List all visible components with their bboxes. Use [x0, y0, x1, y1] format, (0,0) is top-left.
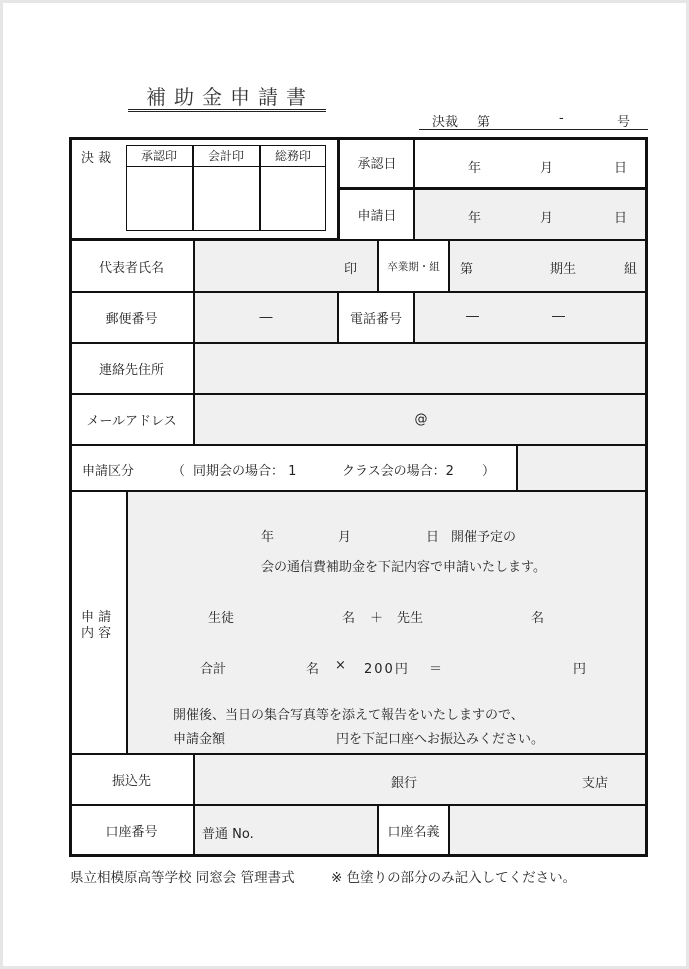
- seal-mark: 印: [344, 262, 358, 277]
- category-close-paren: ）: [482, 464, 496, 479]
- content-note-amount-label: 申請金額: [173, 732, 226, 747]
- decision-number: [419, 108, 648, 130]
- email-at-sign: @: [414, 412, 428, 427]
- address-label: 連絡先住所: [69, 343, 194, 394]
- approval-label: 決 裁: [81, 151, 112, 166]
- content-people-3: 名: [306, 662, 320, 677]
- content-total: 合計: [200, 662, 227, 677]
- account-type: 普通 No.: [202, 827, 254, 842]
- content-note-line2: 円を下記口座へお振込みください。: [336, 732, 545, 747]
- postal-code-label: 郵便番号: [69, 292, 194, 343]
- stamp-approval-header: 承認印: [140, 149, 177, 163]
- postal-code-dash: ―: [259, 310, 273, 325]
- application-date-year: 年: [468, 211, 482, 226]
- transfer-branch: 支店: [582, 776, 609, 791]
- document-title: 補助金申請書: [128, 86, 326, 112]
- content-people-1: 名: [342, 611, 356, 626]
- category-option-2: クラス会の場合：2: [342, 464, 454, 479]
- application-date-month: 月: [540, 211, 554, 226]
- transfer-label: 振込先: [69, 754, 194, 805]
- term-suffix: 期生: [550, 262, 577, 277]
- account-holder-label: 口座名義: [378, 805, 449, 856]
- content-people-2: 名: [531, 611, 545, 626]
- content-year: 年: [261, 530, 275, 545]
- phone-dash-1: ―: [466, 309, 479, 324]
- decision-number-prefix: 第: [477, 115, 491, 130]
- category-label: 申請区分: [82, 464, 135, 479]
- account-number-label: 口座番号: [69, 805, 194, 856]
- content-scheduled: 開催予定の: [451, 530, 517, 545]
- content-line2: 会の通信費補助金を下記内容で申請いたします。: [261, 560, 546, 575]
- stamp-accounting-header: 会計印: [207, 149, 244, 163]
- content-teachers: 先生: [397, 611, 424, 626]
- content-rate: 200円: [364, 662, 410, 677]
- application-date-day: 日: [614, 211, 628, 226]
- category-option-1: 同期会の場合： 1: [193, 464, 297, 479]
- decision-number-separator: -: [559, 111, 564, 126]
- content-day: 日: [426, 530, 440, 545]
- content-note-line1: 開催後、当日の集合写真等を添えて報告をいたしますので、: [173, 708, 524, 723]
- decision-number-label: 決裁: [432, 115, 459, 130]
- decision-number-suffix: 号: [617, 115, 631, 130]
- phone-label: 電話番号: [338, 292, 414, 343]
- content-plus: ＋: [370, 611, 384, 626]
- approval-date-day: 日: [614, 161, 628, 176]
- group-suffix: 組: [624, 262, 638, 277]
- phone-dash-2: ―: [552, 309, 565, 324]
- form-outer-border: [69, 137, 648, 857]
- content-label-line2: 内 容: [81, 626, 112, 641]
- approval-date-year: 年: [468, 161, 482, 176]
- transfer-bank: 銀行: [391, 776, 418, 791]
- footer-instruction: ※ 色塗りの部分のみ記入してください。: [331, 870, 577, 886]
- class-prefix: 第: [460, 262, 474, 277]
- content-month: 月: [338, 530, 352, 545]
- content-yen: 円: [573, 662, 587, 677]
- content-students: 生徒: [208, 611, 235, 626]
- content-times: ×: [335, 658, 346, 673]
- application-date-label: 申請日: [340, 189, 414, 239]
- stamp-general-affairs-header: 総務印: [274, 149, 311, 163]
- content-label-line1: 申 請: [81, 610, 112, 625]
- footer-school-note: 県立相模原高等学校 同窓会 管理書式: [70, 870, 295, 886]
- email-label: メールアドレス: [69, 394, 194, 445]
- class-label: 卒業期・組: [378, 240, 449, 292]
- category-open-paren: （: [172, 464, 186, 479]
- representative-label: 代表者氏名: [69, 240, 194, 292]
- approval-date-month: 月: [540, 161, 554, 176]
- content-equals: ＝: [429, 662, 443, 677]
- approval-date-label: 承認日: [340, 137, 414, 188]
